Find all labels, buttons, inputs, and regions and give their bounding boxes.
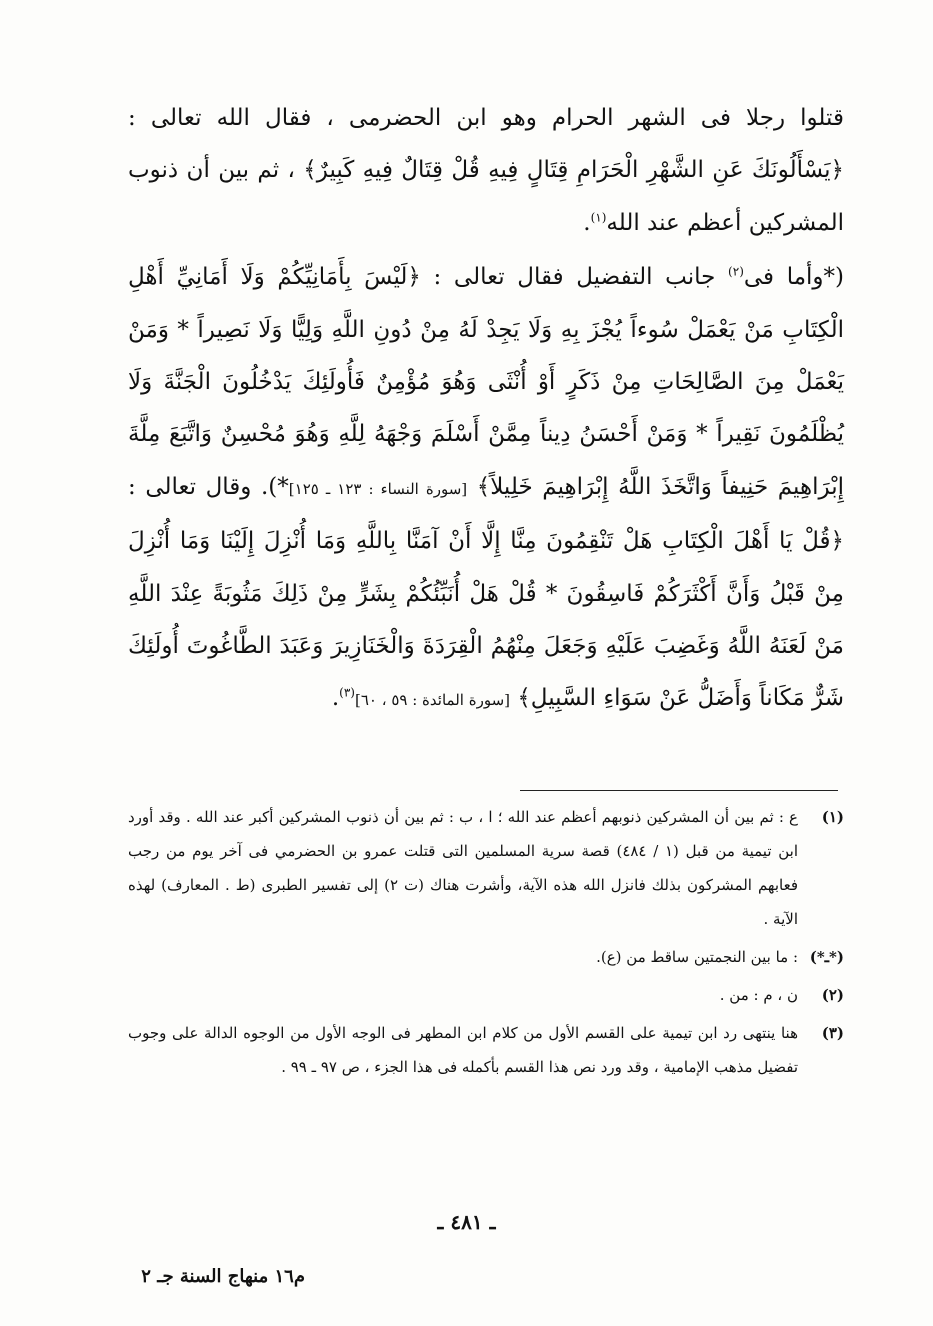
- footnote-1: [128, 800, 844, 936]
- footnote-3: [128, 1016, 844, 1084]
- footnote-mark-2: (٢): [728, 264, 744, 279]
- footnote-number: (٢): [821, 986, 844, 1004]
- surah-reference-maidah: [سورة المائدة : ٥٩ ، ٦٠]: [354, 691, 510, 710]
- footnote-2: [128, 978, 844, 1012]
- footnote-number: (*ـ*): [809, 948, 844, 966]
- footnote-text: هنا ينتهى رد ابن تيمية على القسم الأول من كلام ابن المطهر فى الوجه الأول من الوجوه الدالة على وجوب تفضيل مذهب الإمامية ، وقد ورد نص هذا القسم بأكمله فى هذا الجزء ، ص ٩٧ ـ ٩٩ .: [128, 1024, 798, 1076]
- paragraph-2: (*وأما فى$^{(٢)}$ جانب التفضيل فقال تعالى : ﴿لَيْسَ بِأَمَانِيِّكُمْ وَلَا أَمَانِيِّ أَهْلِ الْكِتَابِ مَنْ يَعْمَلْ سُوءاً يُجْزَ بِهِ وَلَا يَجِدْ لَهُ مِنْ دُونِ اللَّهِ وَلِيًّا وَلَا نَصِيراً * وَمَنْ يَعْمَلْ مِنَ الصَّالِحَاتِ مِنْ ذَكَرٍ أَوْ أُنْثَى وَهُوَ مُؤْمِنٌ فَأُولَئِكَ يَدْخُلُونَ الْجَنَّةَ وَلَا يُظْلَمُونَ نَقِيراً * وَمَنْ أَحْسَنُ دِيناً مِمَّنْ أَسْلَمَ وَجْهَهُ لِلَّهِ وَهُوَ مُحْسِنٌ وَاتَّبَعَ مِلَّةَ إِبْرَاهِيمَ حَنِيفاً وَاتَّخَذَ اللَّهُ إِبْرَاهِيمَ خَلِيلاً﴾ [سورة النساء : ١٢٣ ـ ١٢٥]*). وقال تعالى : ﴿قُلْ يَا أَهْلَ الْكِتَابِ هَلْ تَنْقِمُونَ مِنَّا إِلَّا أَنْ آمَنَّا بِاللَّهِ وَمَا أُنْزِلَ إِلَيْنَا وَمَا أُنْزِلَ مِنْ قَبْلُ وَأَنَّ أَكْثَرَكُمْ فَاسِقُونَ * قُلْ هَلْ أُنَبِّئُكُمْ بِشَرٍّ مِنْ ذَلِكَ مَثُوبَةً عِنْدَ اللَّهِ مَنْ لَعَنَهُ اللَّهُ وَغَضِبَ عَلَيْهِ وَجَعَلَ مِنْهُمُ الْقِرَدَةَ وَالْخَنَازِيرَ وَعَبَدَ الطَّاغُوتَ أُولَئِكَ شَرٌّ مَكَاناً وَأَضَلُّ عَنْ سَوَاءِ السَّبِيلِ﴾ [سورة المائدة : ٥٩ ، ٦٠]$^{(٣)}$.: [128, 264, 844, 712]
- footnote-number: (١): [821, 808, 844, 826]
- footnote-text: ن ، م : من .: [719, 986, 798, 1004]
- signature-mark: م١٦ منهاج السنة جـ ٢: [141, 1266, 305, 1287]
- footnote-text: : ما بين النجمتين ساقط من (ع).: [596, 948, 798, 966]
- footnote-separator: [520, 790, 838, 791]
- page-number: ـ ٤٨١ ـ: [437, 1210, 496, 1234]
- paragraph-1: قتلوا رجلا فى الشهر الحرام وهو ابن الحضرمى ، فقال الله تعالى : ﴿يَسْأَلُونَكَ عَنِ الشَّهْرِ الْحَرَامِ قِتَالٍ فِيهِ قُلْ قِتَالٌ فِيهِ كَبِيرٌ﴾ ، ثم بين أن ذنوب المشركين أعظم عند الله$^{(١)}$.: [128, 105, 844, 236]
- footnote-text: ع : ثم بين أن المشركين ذنوبهم أعظم عند الله ؛ ا ، ب : ثم بين أن ذنوب المشركين أكبر عند الله . وقد أورد ابن تيمية من قبل (١ / ٤٨٤) قصة سرية المسلمين التى قتلت عمرو بن الحضرمي فى آخر يوم من رجب فعابهم المشركون بذلك فانزل الله هذه الآية، وأشرت هناك (ت ٢) إلى تفسير الطبرى (ط . المعارف) لهذه الآية .: [128, 808, 798, 928]
- main-text: [128, 92, 844, 727]
- footnote-asterisk: [128, 940, 844, 974]
- footnote-number: (٣): [821, 1024, 844, 1042]
- footnote-mark-1: (١): [590, 210, 607, 225]
- footnotes: [128, 800, 844, 1084]
- footnote-mark-3: (٣): [339, 685, 355, 700]
- surah-reference-nisa: [سورة النساء : ١٢٣ ـ ١٢٥]: [288, 479, 468, 498]
